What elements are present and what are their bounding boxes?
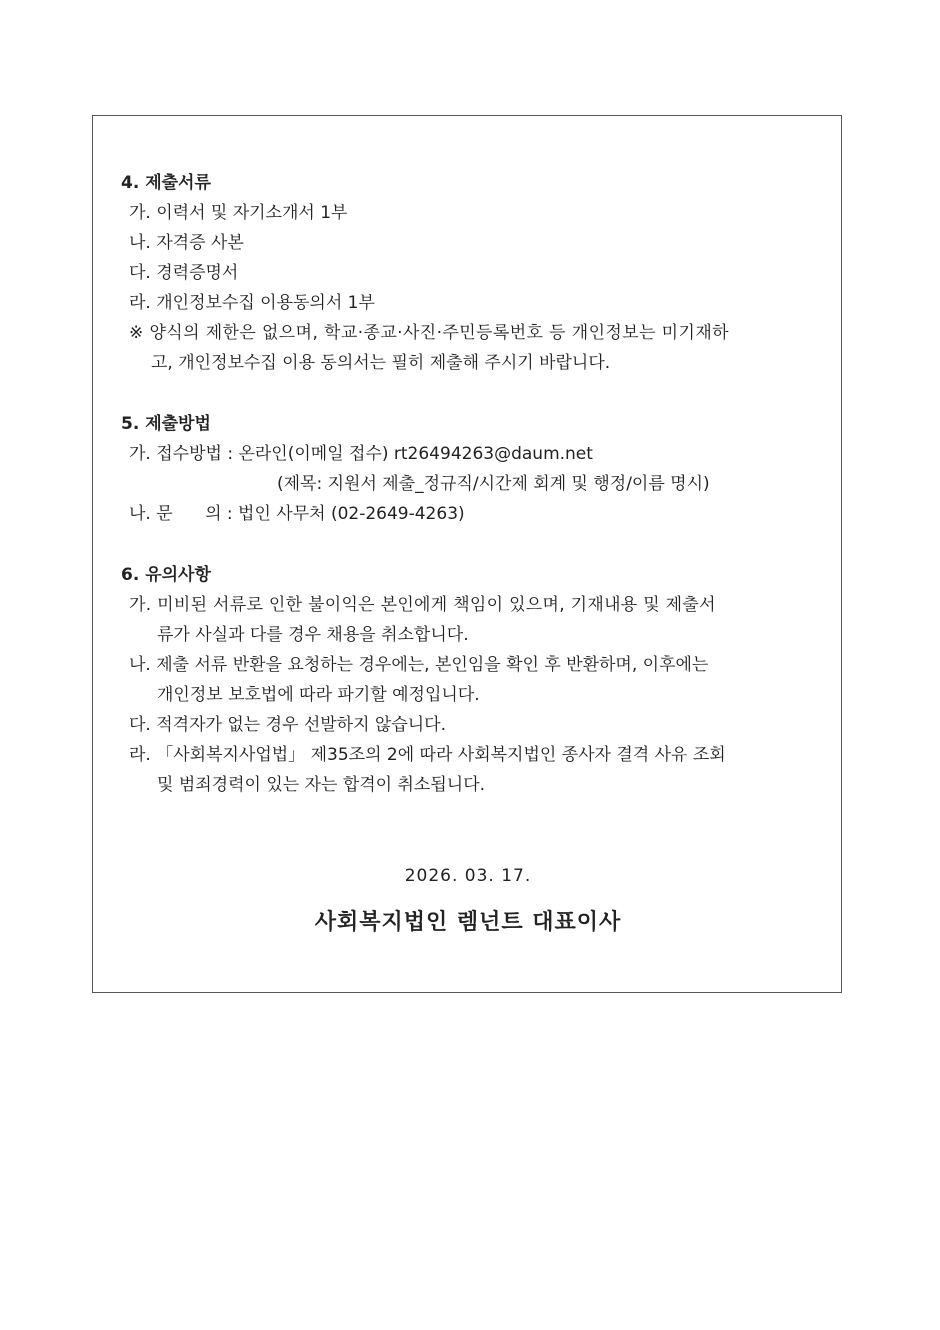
documents-item-certificate: 나. 자격증 사본 <box>129 233 244 253</box>
notes-item-b-line2: 개인정보 보호법에 따라 파기할 예정입니다. <box>157 685 480 705</box>
documents-item-consent: 라. 개인정보수집 이용동의서 1부 <box>129 293 375 313</box>
section-title-documents: 4. 제출서류 <box>121 173 211 193</box>
notice-frame <box>92 115 842 993</box>
notes-item-a-line1: 가. 미비된 서류로 인한 불이익은 본인에게 책임이 있으며, 기재내용 및 제출서 <box>129 595 716 615</box>
method-item-inquiry: 나. 문 의 : 법인 사무처 (02-2649-4263) <box>129 504 465 524</box>
method-item-email-subject: (제목: 지원서 제출_정규직/시간제 회계 및 행정/이름 명시) <box>277 474 710 494</box>
notes-item-d-line1: 라. 「사회복지사업법」 제35조의 2에 따라 사회복지법인 종사자 결격 사유 조회 <box>129 745 726 765</box>
notice-content <box>121 168 821 800</box>
notes-item-d-line2: 및 범죄경력이 있는 자는 합격이 취소됩니다. <box>157 775 486 795</box>
method-item-email: 가. 접수방법 : 온라인(이메일 접수) rt26494263@daum.net <box>129 444 593 464</box>
notice-date: 2026. 03. 17. <box>404 866 532 886</box>
notes-item-c: 다. 적격자가 없는 경우 선발하지 않습니다. <box>129 715 447 735</box>
notes-item-b-line1: 나. 제출 서류 반환을 요청하는 경우에는, 본인임을 확인 후 반환하며, 이후에는 <box>129 655 709 675</box>
section-title-notes: 6. 유의사항 <box>121 565 211 585</box>
documents-note-line2: 고, 개인정보수집 이용 동의서는 필히 제출해 주시기 바랍니다. <box>151 353 611 373</box>
documents-note-line1: ※ 양식의 제한은 없으며, 학교·종교·사진·주민등록번호 등 개인정보는 미기재하 <box>129 323 729 343</box>
section-title-method: 5. 제출방법 <box>121 414 211 434</box>
documents-item-resume: 가. 이력서 및 자기소개서 1부 <box>129 203 348 223</box>
organization-signature: 사회복지법인 렘넌트 대표이사 <box>314 910 622 935</box>
documents-item-career: 다. 경력증명서 <box>129 263 239 283</box>
notes-item-a-line2: 류가 사실과 다를 경우 채용을 취소합니다. <box>157 625 469 645</box>
